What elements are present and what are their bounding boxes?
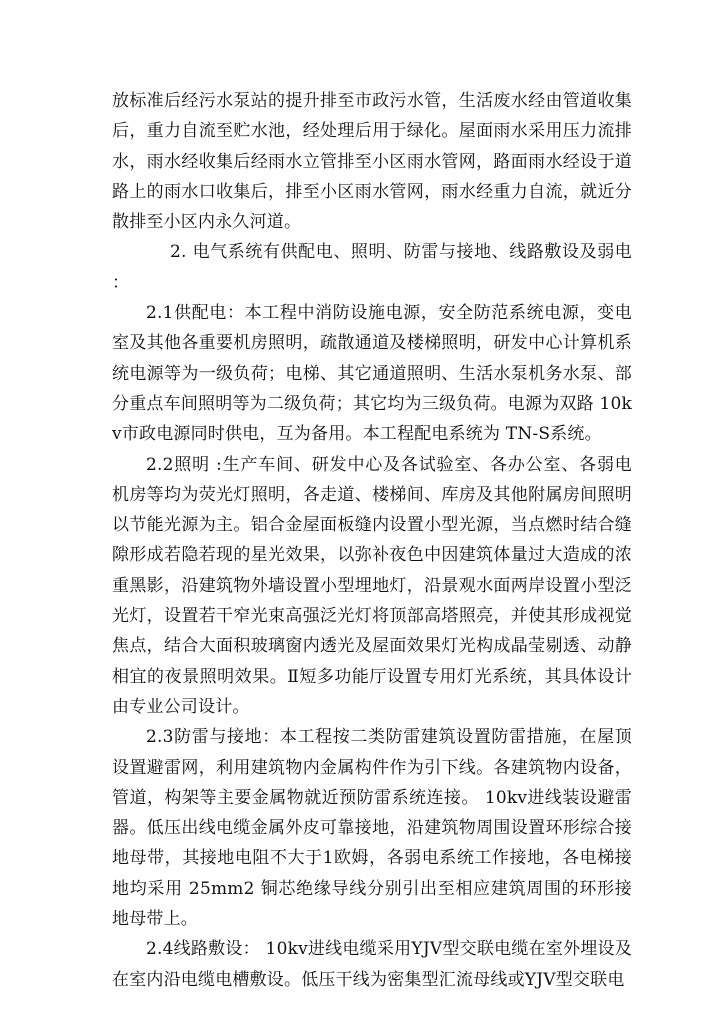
document-body [112,86,632,995]
paragraph-lighting: 2.2照明 :生产车间、研发中心及各试验室、各办公室、各弱电机房等均为荧光灯照明，各走道、楼梯间、库房及其他附属房间照明以节能光源为主。铝合金屋面板缝内设置小型光源，当点燃时结合缝隙形成若隐若现的星光效果，以弥补夜色中因建筑体量过大造成的浓重黑影，沿建筑物外墙设置小型埋地灯，沿景观水面两岸设置小型泛光灯，设置若干窄光束高强泛光灯将顶部高塔照亮，并使其形成视觉焦点，结合大面积玻璃窗内透光及屋面效果灯光构成晶莹剔透、动静相宜的夜景照明效果。Ⅱ短多功能厅设置专用灯光系统，其具体设计由专业公司设计。 [112,454,632,717]
paragraph-lightning-grounding: 2.3防雷与接地：本工程按二类防雷建筑设置防雷措施，在屋顶设置避雷网，利用建筑物内金属构件作为引下线。各建筑物内设备，管道，构架等主要金属物就近预防雷系统连接。 10kv进线装设避雷器。低压出线电缆金属外皮可靠接地，沿建筑物周围设置环形综合接地母带，其接地电阻不大于1欧姆，各弱电系统工作接地，各电梯接地均采用 25mm2 铜芯绝缘导线分别引出至相应建筑周围的环形接地母带上。 [112,727,632,930]
paragraph-drainage: 放标准后经污水泵站的提升排至市政污水管，生活废水经由管道收集后，重力自流至贮水池，经处理后用于绿化。屋面雨水采用压力流排水，雨水经收集后经雨水立管排至小区雨水管网，路面雨水经设于道路上的雨水口收集后，排至小区雨水管网，雨水经重力自流，就近分散排至小区内永久河道。 [112,91,632,233]
heading-electrical-systems: 2. 电气系统有供配电、照明、防雷与接地、线路敷设及弱电 ： [112,242,632,293]
paragraph-power-supply: 2.1供配电：本工程中消防设施电源，安全防范系统电源，变电室及其他各重要机房照明，疏散通道及楼梯照明，研发中心计算机系统电源等为一级负荷；电梯、其它通道照明、生活水泵机务水泵、部分重点车间照明等为二级负荷；其它均为三级负荷。电源为双路 10kv市政电源同时供电，互为备用。本工程配电系统为 TN-S系统。 [112,303,632,445]
paragraph-wiring: 2.4线路敷设： 10kv进线电缆采用YJV型交联电缆在室外埋设及在室内沿电缆电槽敷设。低压干线为密集型汇流母线或YJV型交联电 [112,939,632,990]
